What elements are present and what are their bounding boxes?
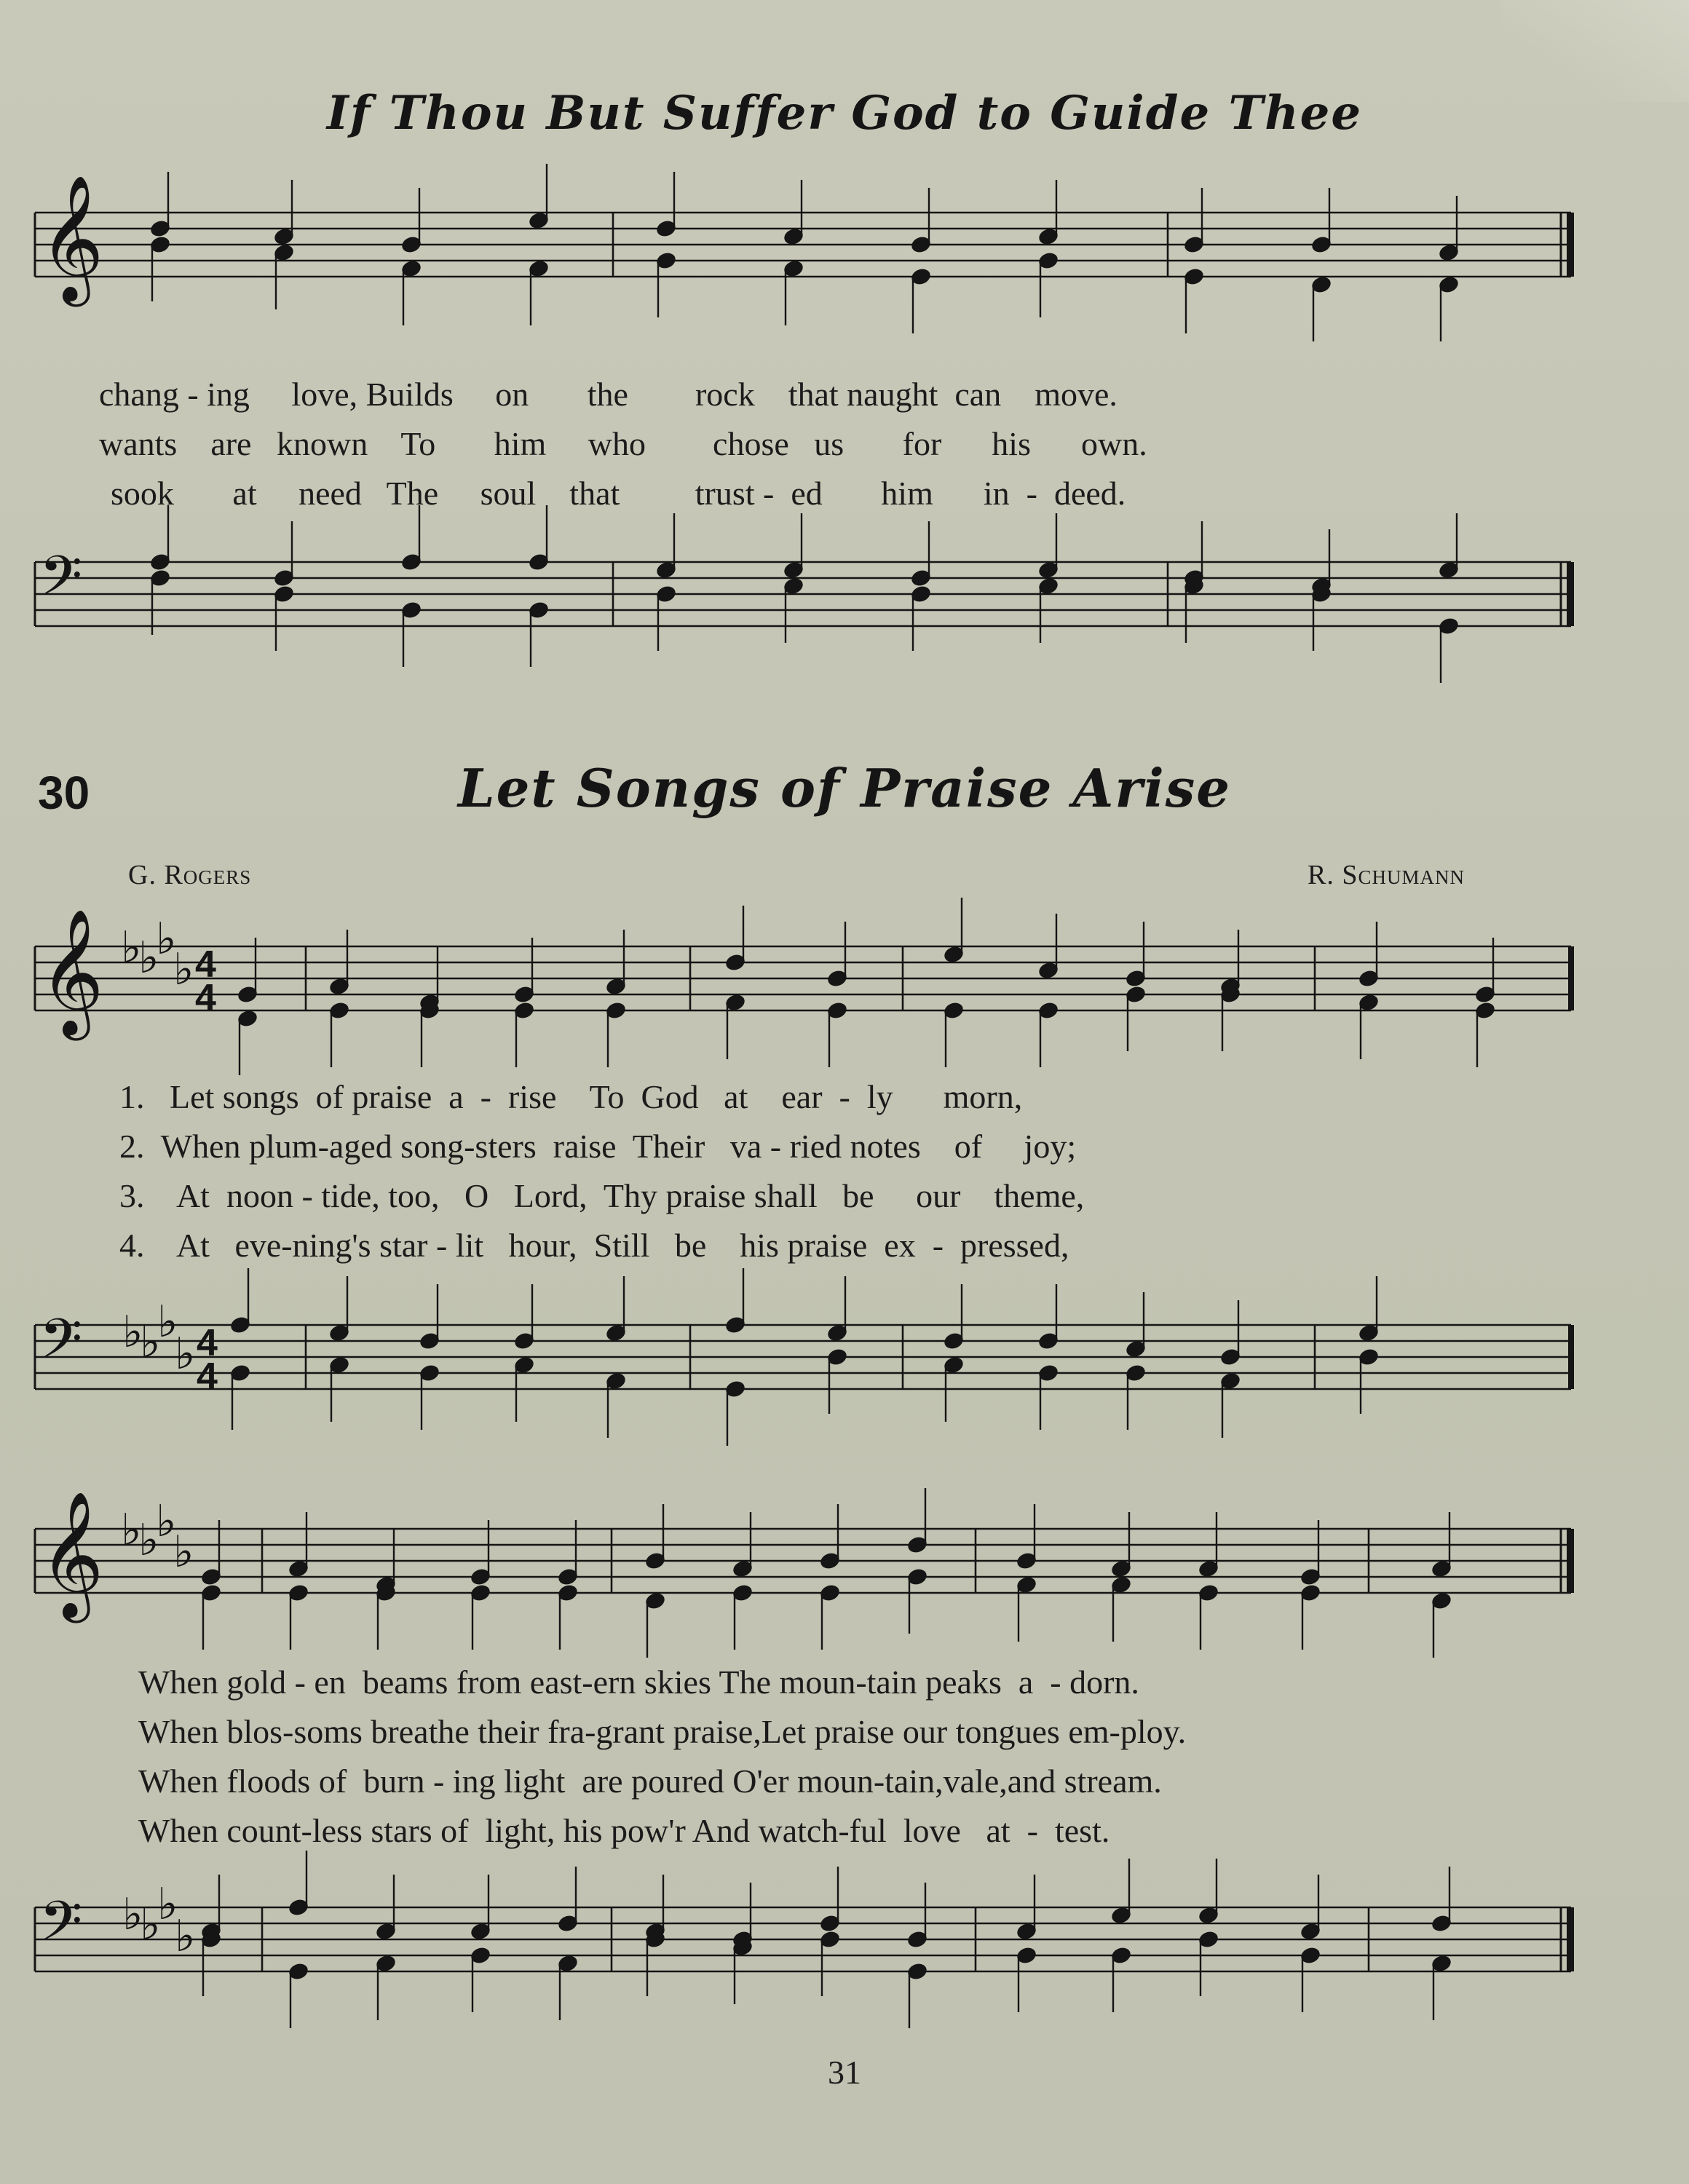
flat-icon: ♭ xyxy=(173,1527,194,1578)
hymn2-system2-treble-staff xyxy=(0,1485,1689,1674)
time-signature-bottom: 4 xyxy=(197,1356,218,1398)
flat-icon: ♭ xyxy=(138,933,159,984)
final-barline-thick xyxy=(1567,562,1574,626)
time-signature-bottom: 4 xyxy=(195,977,216,1019)
end-barline xyxy=(1568,946,1574,1010)
treble-clef-icon: 𝄞 xyxy=(39,1491,104,1618)
hymn2-system1-bass-staff xyxy=(0,1281,1689,1471)
treble-clef-icon: 𝄞 xyxy=(39,909,104,1035)
hymn-number: 30 xyxy=(38,767,90,819)
flat-icon: ♭ xyxy=(121,922,142,973)
hymn1-lyric-line-2: wants are known To him who chose us for his own. xyxy=(99,425,1147,462)
bass-clef-icon: 𝄢 xyxy=(39,544,83,622)
flat-icon: ♭ xyxy=(122,1889,143,1940)
flat-icon: ♭ xyxy=(173,944,194,995)
verse3-line1: 3. At noon - tide, too, O Lord, Thy praise shall be our theme, xyxy=(119,1177,1085,1214)
hymn1-title: If Thou But Suffer God to Guide Thee xyxy=(326,86,1363,141)
flat-icon: ♭ xyxy=(175,1329,196,1380)
hymn2-system2-bass-staff xyxy=(0,1864,1689,2053)
hymn1-lyric-line-1: chang - ing love, Builds on the rock that naught can move. xyxy=(99,376,1118,413)
treble-clef-icon: 𝄞 xyxy=(39,175,104,301)
hymn-author: G. Rogers xyxy=(128,860,252,890)
flat-icon: ♭ xyxy=(140,1899,161,1950)
flat-icon: ♭ xyxy=(157,1297,178,1348)
final-barline-thick xyxy=(1567,213,1574,277)
final-barline-thick xyxy=(1567,1529,1574,1593)
flat-icon: ♭ xyxy=(138,1515,159,1566)
flat-icon: ♭ xyxy=(140,1317,161,1368)
verse4-line2: When count-less stars of light, his pow'r And watch-ful love at - test. xyxy=(138,1812,1110,1849)
flat-icon: ♭ xyxy=(157,1879,178,1930)
final-barline-thick xyxy=(1567,1907,1574,1971)
bass-clef-icon: 𝄢 xyxy=(39,1307,83,1385)
verse1-line2: When gold - en beams from east-ern skies The moun-tain peaks a - dorn. xyxy=(138,1663,1139,1701)
flat-icon: ♭ xyxy=(175,1911,196,1962)
hymn1-treble-staff xyxy=(0,175,1689,349)
hymn2-title: Let Songs of Praise Arise xyxy=(457,757,1232,819)
verse4-line1: 4. At eve-ning's star - lit hour, Still be his praise ex - pressed, xyxy=(119,1227,1069,1264)
end-barline xyxy=(1568,1325,1574,1389)
time-signature-top: 4 xyxy=(197,1322,218,1364)
hymn2-system1-treble-staff xyxy=(0,903,1689,1092)
verse3-line2: When floods of burn - ing light are poured O'er moun-tain,vale,and stream. xyxy=(138,1762,1162,1800)
page-number: 31 xyxy=(828,2054,861,2091)
flat-icon: ♭ xyxy=(156,914,177,965)
hymn-composer: R. Schumann xyxy=(1308,860,1465,890)
bass-clef-icon: 𝄢 xyxy=(39,1889,83,1967)
hymn1-lyric-line-3: sook at need The soul that trust - ed him in - deed. xyxy=(111,475,1126,512)
hymn1-bass-staff xyxy=(0,524,1689,699)
verse2-line1: 2. When plum-aged song-sters raise Their va - ried notes of joy; xyxy=(119,1128,1077,1165)
flat-icon: ♭ xyxy=(121,1505,142,1556)
verse2-line2: When blos-soms breathe their fra-grant praise,Let praise our tongues em-ploy. xyxy=(138,1713,1187,1750)
flat-icon: ♭ xyxy=(122,1307,143,1358)
flat-icon: ♭ xyxy=(156,1496,177,1547)
time-signature-top: 4 xyxy=(195,943,216,986)
verse1-line1: 1. Let songs of praise a - rise To God at ear - ly morn, xyxy=(119,1078,1023,1115)
